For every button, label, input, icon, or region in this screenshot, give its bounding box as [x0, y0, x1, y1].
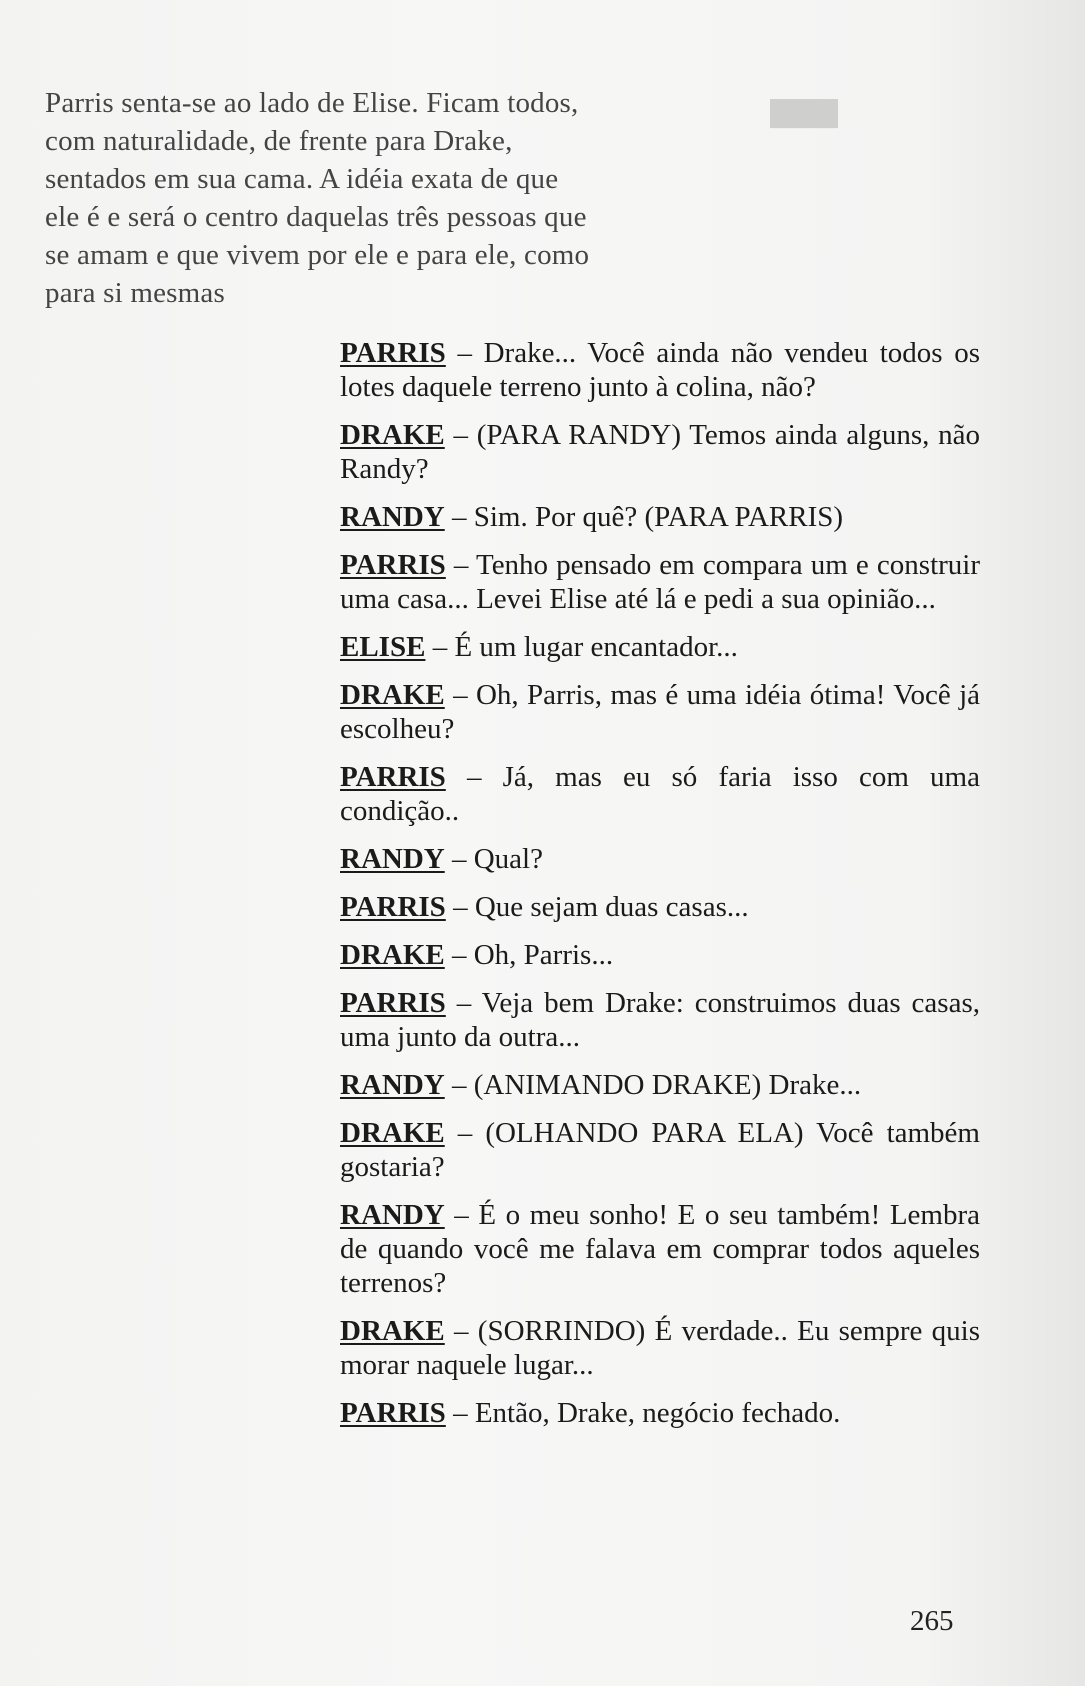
dialogue-text: – É o meu sonho! E o seu também! Lembra de quando você me falava em comprar todos aqueles terrenos?	[340, 1199, 980, 1299]
dialogue-line	[340, 1198, 980, 1300]
dialogue-text: – É um lugar encantador...	[425, 631, 738, 663]
dialogue-line	[340, 418, 980, 486]
dialogue-text: – (PARA RANDY) Temos ainda alguns, não Randy?	[340, 419, 980, 485]
speaker-name: PARRIS	[340, 549, 446, 581]
speaker-name: DRAKE	[340, 939, 445, 971]
dialogue-text: – (SORRINDO) É verdade.. Eu sempre quis morar naquele lugar...	[340, 1315, 980, 1381]
stage-direction	[45, 84, 665, 312]
dialogue-text: – (ANIMANDO DRAKE) Drake...	[444, 1069, 862, 1101]
dialogue-line	[340, 1314, 980, 1382]
speaker-name: DRAKE	[340, 419, 445, 451]
stage-direction-line: Parris senta-se ao lado de Elise. Ficam todos,	[45, 87, 579, 119]
dialogue-line	[340, 500, 980, 534]
bleed-through-text: ████	[770, 101, 839, 127]
stage-direction-line: se amam e que vivem por ele e para ele, como	[45, 239, 590, 271]
dialogue-line	[340, 678, 980, 746]
dialogue-line	[340, 938, 980, 972]
dialogue-text: – Oh, Parris...	[444, 939, 614, 971]
dialogue-line	[340, 336, 980, 404]
speaker-name: DRAKE	[340, 679, 445, 711]
dialogue-text: – Tenho pensado em compara um e construir uma casa... Levei Elise até lá e pedi a sua opinião...	[340, 549, 980, 615]
dialogue-text: – Então, Drake, negócio fechado.	[445, 1397, 841, 1429]
speaker-name: ELISE	[340, 631, 426, 663]
dialogue-line	[340, 890, 980, 924]
dialogue-text: – Drake... Você ainda não vendeu todos os lotes daquele terreno junto à colina, não?	[340, 337, 980, 403]
dialogue-text: – Veja bem Drake: construimos duas casas, uma junto da outra...	[340, 987, 980, 1053]
stage-direction-line: sentados em sua cama. A idéia exata de que	[45, 163, 559, 195]
dialogue-text: – Qual?	[444, 843, 543, 875]
speaker-name: PARRIS	[340, 337, 446, 369]
speaker-name: DRAKE	[340, 1117, 445, 1149]
speaker-name: RANDY	[340, 1199, 445, 1231]
dialogue-line	[340, 1116, 980, 1184]
speaker-name: RANDY	[340, 501, 445, 533]
dialogue-text: – (OLHANDO PARA ELA) Você também gostaria?	[340, 1117, 980, 1183]
dialogue-line	[340, 1396, 980, 1430]
dialogue-text: – Sim. Por quê? (PARA PARRIS)	[444, 501, 844, 533]
dialogue-line	[340, 986, 980, 1054]
dialogue-text: – Já, mas eu só faria isso com uma condição..	[340, 761, 980, 827]
speaker-name: PARRIS	[340, 761, 446, 793]
dialogue-line	[340, 1068, 980, 1102]
dialogue-line	[340, 842, 980, 876]
dialogue-list	[340, 336, 980, 1444]
speaker-name: PARRIS	[340, 891, 446, 923]
stage-direction-line: com naturalidade, de frente para Drake,	[45, 125, 513, 157]
speaker-name: RANDY	[340, 1069, 445, 1101]
dialogue-text: – Oh, Parris, mas é uma idéia ótima! Você já escolheu?	[340, 679, 980, 745]
page-number: 265	[910, 1605, 954, 1637]
dialogue-line	[340, 760, 980, 828]
speaker-name: DRAKE	[340, 1315, 445, 1347]
speaker-name: PARRIS	[340, 1397, 446, 1429]
dialogue-text: – Que sejam duas casas...	[445, 891, 749, 923]
stage-direction-line: ele é e será o centro daquelas três pessoas que	[45, 201, 587, 233]
dialogue-line	[340, 548, 980, 616]
stage-direction-line: para si mesmas	[45, 277, 225, 309]
dialogue-line	[340, 630, 980, 664]
speaker-name: PARRIS	[340, 987, 446, 1019]
speaker-name: RANDY	[340, 843, 445, 875]
